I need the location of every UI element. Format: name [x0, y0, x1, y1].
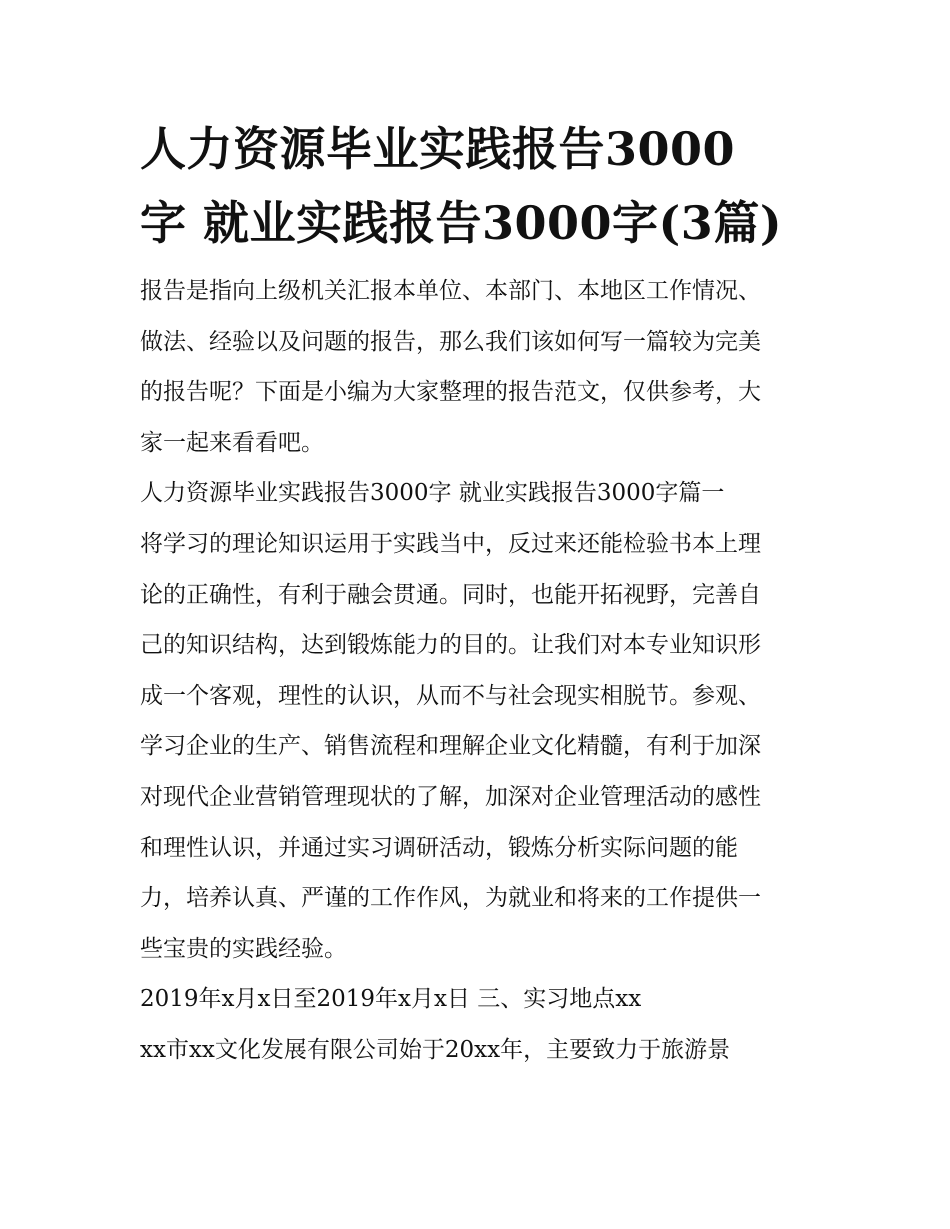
text-line: 报告是指向上级机关汇报本单位、本部门、本地区工作情况、 [140, 278, 761, 304]
text-line: 学习企业的生产、销售流程和理解企业文化精髓，有利于加深 [140, 733, 761, 760]
text-line: 对现代企业营销管理现状的了解，加深对企业管理活动的感性 [140, 783, 761, 810]
text-line: 将学习的理论知识运用于实践当中，反过来还能检验书本上理 [140, 530, 761, 557]
text-line: 论的正确性，有利于融会贯通。同时，也能开拓视野，完善自 [140, 581, 761, 608]
text-line: 2019年x月x日至2019年x月x日 三、实习地点xx [140, 986, 642, 1013]
document-title [140, 112, 820, 260]
company-paragraph [140, 1025, 820, 1076]
text-line: 家一起来看看吧。 [140, 429, 324, 456]
text-line: 人力资源毕业实践报告3000字 就业实践报告3000字篇一 [140, 480, 725, 507]
text-line: 己的知识结构，达到锻炼能力的目的。让我们对本专业知识形 [140, 632, 761, 659]
title-line: 人力资源毕业实践报告3000 [140, 122, 736, 176]
document-content [140, 112, 820, 1076]
text-line: 做法、经验以及问题的报告，那么我们该如何写一篇较为完美 [140, 328, 761, 355]
date-location-line [140, 974, 820, 1025]
title-line: 字 就业实践报告3000字(3篇) [140, 196, 783, 250]
body-paragraph [140, 519, 820, 974]
text-line: 成一个客观，理性的认识，从而不与社会现实相脱节。参观、 [140, 682, 761, 709]
text-line: 些宝贵的实践经验。 [140, 935, 347, 962]
intro-paragraph [140, 266, 820, 468]
text-line: 和理性认识，并通过实习调研活动，锻炼分析实际问题的能 [140, 834, 738, 861]
text-line: xx市xx文化发展有限公司始于20xx年，主要致力于旅游景 [140, 1036, 731, 1063]
text-line: 的报告呢？下面是小编为大家整理的报告范文，仅供参考，大 [140, 379, 761, 406]
text-line: 力，培养认真、严谨的工作作风，为就业和将来的工作提供一 [140, 885, 761, 912]
section-heading [140, 468, 820, 519]
